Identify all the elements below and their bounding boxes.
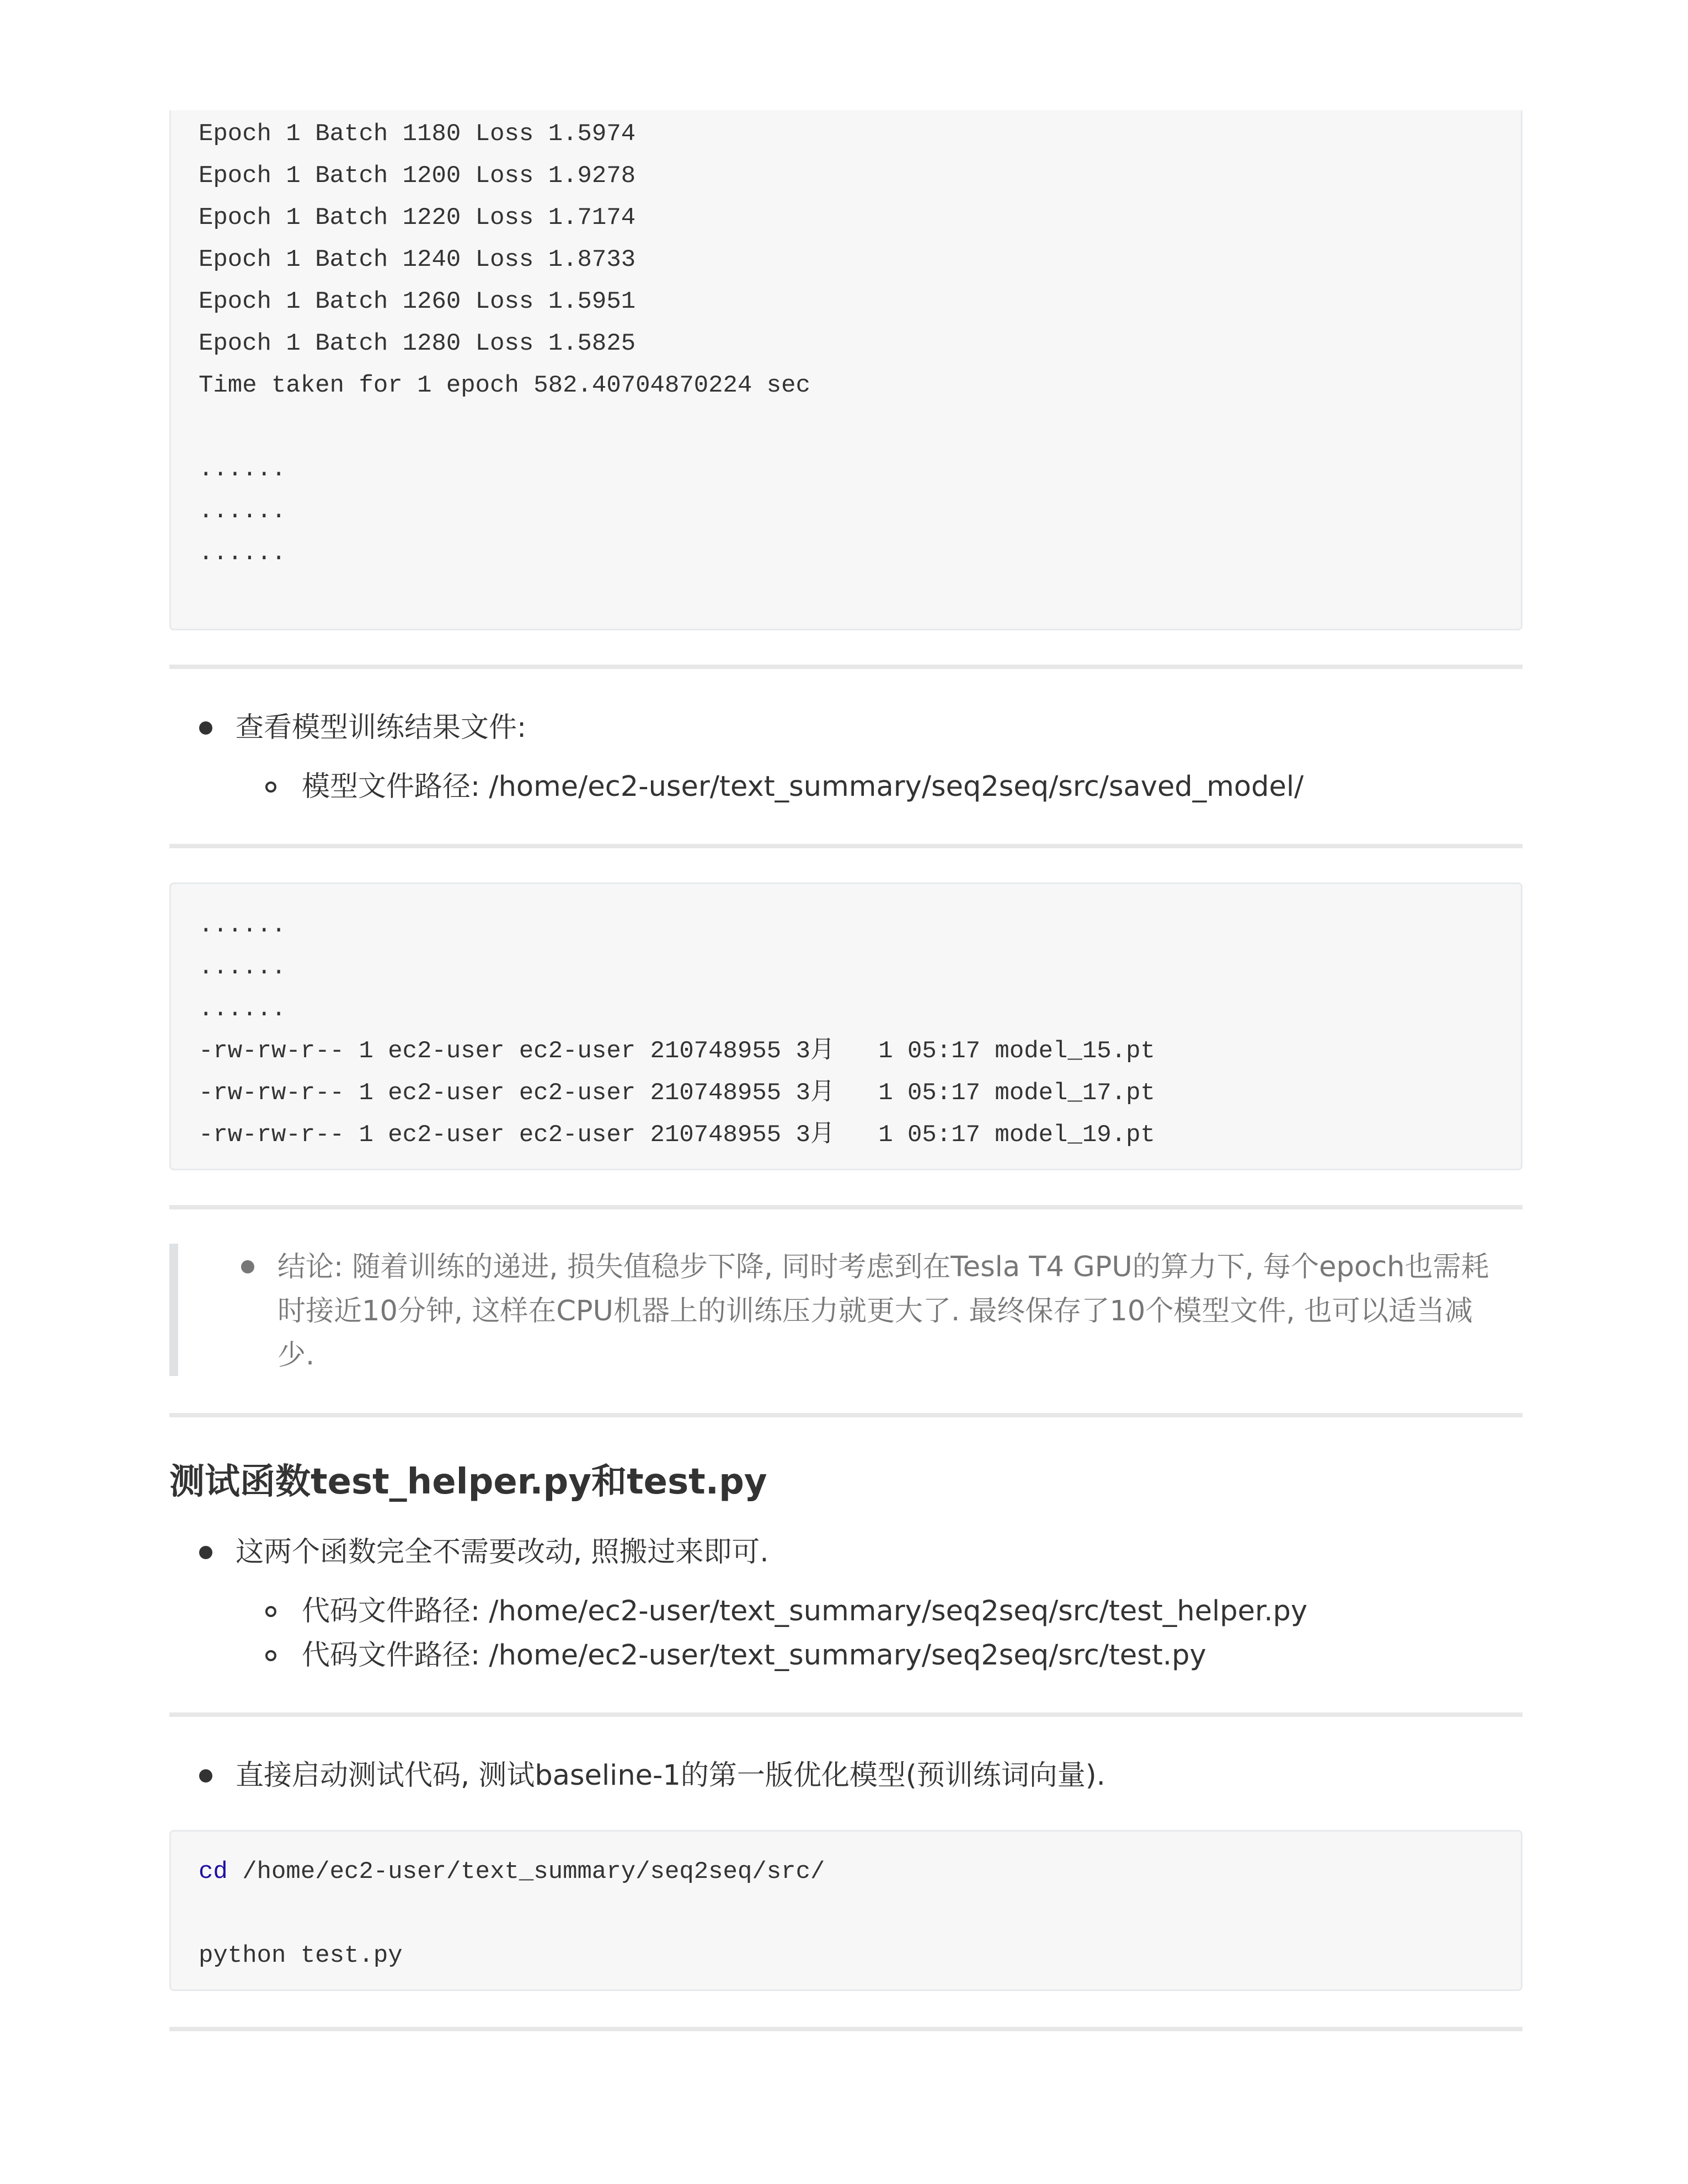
file-listing-code-block bbox=[169, 882, 1523, 1170]
bullet-dot-icon bbox=[199, 721, 212, 735]
bullet-dot-icon bbox=[199, 1546, 212, 1559]
code-line: python test.py bbox=[199, 1942, 403, 1969]
code-line: Epoch 1 Batch 1220 Loss 1.7174 bbox=[199, 204, 636, 232]
bullet-dot-icon bbox=[241, 1260, 254, 1273]
code-line: Epoch 1 Batch 1280 Loss 1.5825 bbox=[199, 330, 636, 357]
blockquote-bar bbox=[169, 1244, 178, 1376]
blockquote-conclusion bbox=[277, 1245, 1513, 1378]
code-line: ...... bbox=[199, 456, 286, 483]
code-line: -rw-rw-r-- 1 ec2-user ec2-user 210748955 3月 1 05:17 model_17.pt bbox=[199, 1079, 1155, 1107]
code-line: ...... bbox=[199, 954, 286, 981]
run-command-code-block bbox=[169, 1830, 1523, 1991]
list-item-text: 直接启动测试代码, 测试baseline-1的第一版优化模型(预训练词向量). bbox=[236, 1759, 1105, 1792]
code-text: /home/ec2-user/text_summary/seq2seq/src/ bbox=[227, 1858, 825, 1886]
code-line: Epoch 1 Batch 1180 Loss 1.5974 bbox=[199, 120, 636, 148]
code-line: ...... bbox=[199, 497, 286, 525]
horizontal-rule bbox=[169, 1712, 1523, 1717]
training-log-code-block bbox=[169, 110, 1523, 630]
horizontal-rule bbox=[169, 665, 1523, 669]
bullet-circle-icon bbox=[265, 1650, 276, 1661]
horizontal-rule bbox=[169, 2027, 1523, 2031]
sub-list-item-text: 代码文件路径: /home/ec2-user/text_summary/seq2seq/src/test.py bbox=[302, 1639, 1206, 1672]
horizontal-rule bbox=[169, 1413, 1523, 1417]
blockquote-line: 结论: 随着训练的递进, 损失值稳步下降, 同时考虑到在Tesla T4 GPU的算力下, 每个epoch也需耗 bbox=[277, 1251, 1489, 1283]
code-line: Time taken for 1 epoch 582.40704870224 sec bbox=[199, 372, 810, 399]
bullet-circle-icon bbox=[265, 1606, 276, 1617]
sub-list-item-text: 模型文件路径: /home/ec2-user/text_summary/seq2seq/src/saved_model/ bbox=[302, 770, 1304, 803]
shell-keyword: cd bbox=[199, 1858, 228, 1886]
code-line: Epoch 1 Batch 1200 Loss 1.9278 bbox=[199, 162, 636, 190]
horizontal-rule bbox=[169, 1205, 1523, 1209]
code-line: ...... bbox=[199, 995, 286, 1023]
horizontal-rule bbox=[169, 844, 1523, 848]
blockquote-line: 时接近10分钟, 这样在CPU机器上的训练压力就更大了. 最终保存了10个模型文件, 也可以适当减 bbox=[277, 1295, 1473, 1327]
blockquote-line: 少. bbox=[277, 1339, 315, 1372]
code-line: ...... bbox=[199, 912, 286, 939]
code-line: -rw-rw-r-- 1 ec2-user ec2-user 210748955 3月 1 05:17 model_19.pt bbox=[199, 1121, 1155, 1149]
bullet-circle-icon bbox=[265, 781, 276, 793]
code-line: Epoch 1 Batch 1260 Loss 1.5951 bbox=[199, 288, 636, 315]
sub-list-item-text: 代码文件路径: /home/ec2-user/text_summary/seq2seq/src/test_helper.py bbox=[302, 1595, 1308, 1628]
code-line: Epoch 1 Batch 1240 Loss 1.8733 bbox=[199, 246, 636, 274]
list-item-text: 查看模型训练结果文件: bbox=[236, 711, 527, 744]
code-line: ...... bbox=[199, 539, 286, 567]
section-heading: 测试函数test_helper.py和test.py bbox=[169, 1462, 767, 1502]
code-line bbox=[199, 1851, 825, 1893]
list-item-text: 这两个函数完全不需要改动, 照搬过来即可. bbox=[236, 1536, 769, 1569]
code-line: -rw-rw-r-- 1 ec2-user ec2-user 210748955 3月 1 05:17 model_15.pt bbox=[199, 1037, 1155, 1065]
bullet-dot-icon bbox=[199, 1769, 212, 1782]
